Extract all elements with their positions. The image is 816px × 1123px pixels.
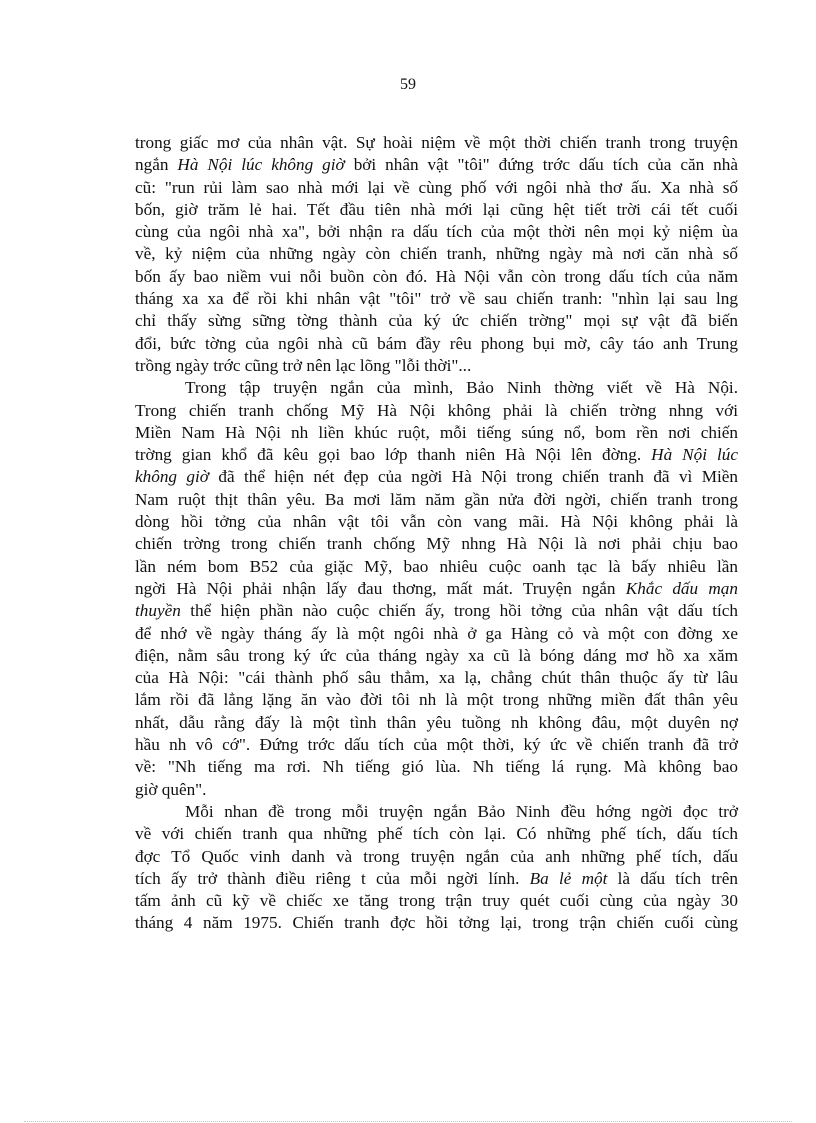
text-line: về với chiến tranh qua những phế tích còn lại. Có những phế tích, dấu tích: [135, 824, 738, 844]
text-segment: ngời Hà Nội phải nhận lấy đau thơng, mất mát. Truyện ngắn: [135, 578, 626, 598]
text-line: Miền Nam Hà Nội nh liền khúc ruột, mỗi tiếng súng nổ, bom rền nơi chiến: [135, 422, 738, 442]
text-line: chỉ thấy sừng sững tờng thành của ký ức chiến trờng" mọi sự vật đã biến: [135, 311, 738, 331]
text-line: nhất, dẫu rằng đấy là một tình thân yêu tuồng nh không đâu, một duyên nợ: [135, 712, 738, 732]
text-line: tháng 4 năm 1975. Chiến tranh đợc hồi tởng lại, trong trận chiến cuối cùng: [135, 913, 738, 933]
text-line: tháng xa xa để rồi khi nhân vật "tôi" trở về sau chiến tranh: "nhìn lại sau lng: [135, 289, 738, 309]
text-line: [135, 444, 738, 466]
italic-title-text: Hà Nội lúc: [651, 445, 739, 465]
text-line: [135, 600, 738, 622]
italic-title-text: Khắc dấu mạn: [625, 578, 738, 598]
text-line: [135, 868, 738, 890]
text-line: Nam ruột thịt thân yêu. Ba mơi lăm năm gần nửa đời ngời, chiến tranh trong: [135, 489, 738, 509]
italic-title-text: Ba lẻ một: [529, 868, 608, 888]
text-line: [135, 466, 738, 488]
italic-title-text: không giờ: [135, 467, 209, 487]
page-bottom-rule: [24, 1121, 792, 1122]
text-line: về: "Nh tiếng ma rơi. Nh tiếng gió lùa. Nh tiếng lá rụng. Mà không bao: [135, 757, 738, 777]
text-line: [135, 154, 738, 176]
text-line: của Hà Nội: "cái thành phố sâu thẳm, xa lạ, chẳng chút thân thuộc ấy từ lâu: [135, 668, 738, 688]
text-line: đợc Tổ Quốc vinh danh và trong truyện ngắn của anh những phế tích, dấu: [135, 846, 738, 866]
text-line: chiến trờng trong chiến tranh chống Mỹ nhng Hà Nội là nơi phải chịu bao: [135, 534, 738, 554]
page-number: 59: [400, 76, 416, 93]
italic-title-text: Hà Nội lúc không giờ: [177, 155, 345, 175]
text-line: đổi, bức tờng của ngôi nhà cũ bám đầy rêu phong bụi mờ, cây táo anh Trung: [135, 333, 738, 353]
text-segment: ngắn: [135, 155, 178, 175]
body-text: [135, 132, 738, 935]
text-line: để nhớ về ngày tháng ấy là một ngôi nhà ở ga Hàng cỏ và một con đờng xe: [135, 623, 738, 643]
text-line: cùng của ngôi nhà xa", bởi nhận ra dấu tích của một thời nên mọi kỷ niệm ùa: [135, 222, 738, 242]
text-line: về, kỷ niệm của những ngày còn chiến tranh, những ngày mà nơi căn nhà số: [135, 244, 738, 264]
text-line: lần ném bom B52 của giặc Mỹ, bao nhiêu cuộc oanh tạc là bấy nhiêu lần: [135, 556, 738, 576]
text-line: Trong chiến tranh chống Mỹ Hà Nội không phải là chiến trờng nhng với: [135, 400, 738, 420]
text-line: tấm ảnh cũ kỹ về chiếc xe tăng trong trận truy quét cuối cùng của ngày 30: [135, 891, 738, 911]
text-segment: đã thể hiện nét đẹp của ngời Hà Nội trong chiến tranh đã vì Miền: [208, 467, 738, 487]
text-segment: bởi nhân vật "tôi" đứng trớc dấu tích của căn nhà: [344, 155, 738, 175]
italic-title-text: thuyền: [135, 601, 181, 621]
text-line: trong giấc mơ của nhân vật. Sự hoài niệm về một thời chiến tranh trong truyện: [135, 133, 738, 152]
text-line: trồng ngày trớc cũng trở nên lạc lõng "lỗi thời"...: [135, 355, 472, 375]
text-segment: thể hiện phần nào cuộc chiến ấy, trong hồi tởng của nhân vật dấu tích: [180, 601, 738, 621]
text-segment: trờng gian khổ đã kêu gọi bao lớp thanh niên Hà Nội lên đờng.: [135, 445, 652, 465]
text-line: lắm rồi đã lẳng lặng ăn vào đời tôi nh là một trong những miền đất thân yêu: [135, 690, 738, 710]
text-line: dòng hồi tởng của nhân vật tôi vẫn còn vang mãi. Hà Nội không phải là: [135, 512, 738, 532]
text-line: Trong tập truyện ngắn của mình, Bảo Ninh thờng viết về Hà Nội.: [185, 378, 738, 398]
text-line: bốn ấy bao niềm vui nỗi buồn còn đó. Hà Nội vẫn còn trong dấu tích của năm: [135, 266, 738, 286]
text-line: bốn, giờ trăm lẻ hai. Tết đầu tiên nhà mới lại cũng hệt tiết trời cái tết cuối: [135, 199, 738, 219]
text-line: [135, 578, 738, 600]
text-segment: tích ấy trở thành điều riêng t của mỗi ngời lính.: [135, 868, 530, 888]
text-line: hầu nh vô cớ". Đứng trớc dấu tích của một thời, ký ức về chiến tranh đã trở: [135, 735, 738, 755]
text-line: giờ quên".: [135, 779, 207, 799]
text-line: Mỗi nhan đề trong mỗi truyện ngắn Bảo Ninh đều hớng ngời đọc trở: [185, 801, 738, 821]
text-line: cũ: "run rủi làm sao nhà mới lại về cùng phố với ngôi nhà thơ ấu. Xa nhà số: [135, 177, 738, 197]
text-segment: là dấu tích trên: [607, 868, 738, 888]
text-line: điện, nằm sâu trong ký ức của tháng ngày xa cũ là bóng dáng mơ hồ xa xăm: [135, 645, 738, 665]
